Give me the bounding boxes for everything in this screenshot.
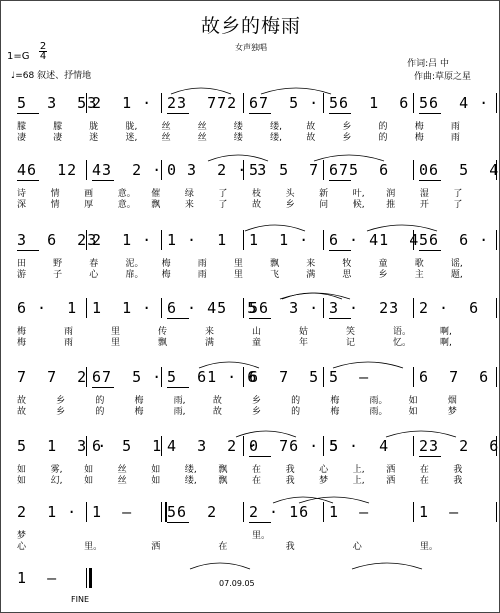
beam-underline — [167, 318, 189, 319]
key-signature: 1=G — [7, 51, 30, 62]
lyric-syllable: 心 — [319, 465, 329, 475]
lyric-syllable: 我 — [285, 542, 295, 552]
lyric-syllable: 朦 — [17, 122, 27, 132]
lyric-syllable: 丝 — [197, 133, 207, 143]
slur-arc — [199, 362, 259, 368]
beam-underline — [249, 522, 271, 523]
measure-notes: 5 · 4 — [329, 437, 390, 455]
lyric-syllable: 里 — [111, 338, 121, 348]
measure-notes: 1 1 · — [249, 231, 310, 249]
measure-notes: 56 1 6 — [329, 94, 410, 112]
lyric-syllable: 如 — [84, 476, 94, 486]
measure-notes: 56 6 · — [419, 231, 490, 249]
lyric-syllable: 飘 — [158, 338, 168, 348]
notation-row — [1, 435, 500, 457]
lyric-syllable: 在 — [252, 476, 262, 486]
lyric-syllable: 幻, — [50, 476, 63, 486]
lyric-syllable: 我 — [453, 476, 463, 486]
lyric-syllable: 歌 — [414, 259, 424, 269]
measure-notes: 5 61 · 6 — [167, 368, 258, 386]
measure-notes: 23 772 — [167, 94, 238, 112]
lyric-syllable: 如 — [17, 465, 27, 475]
notation-row — [1, 501, 500, 523]
lyric-syllable: 野 — [53, 259, 63, 269]
lyric-syllable: 游 — [17, 270, 27, 280]
lyric-syllable: 洒 — [151, 542, 161, 552]
measure-notes: 2 · 6 — [419, 299, 480, 317]
lyric-syllable: 梅 — [134, 407, 144, 417]
song-title: 故乡的梅雨 — [200, 15, 301, 37]
lyric-syllable: 飞 — [270, 270, 280, 280]
lyric-syllable: 上, — [352, 465, 365, 475]
lyric-syllable: 如 — [151, 476, 161, 486]
lyric-syllable: 朦 — [53, 122, 63, 132]
lyric-syllable: 厚 — [84, 200, 94, 210]
lyric-syllable: 我 — [285, 465, 295, 475]
lyric-syllable: 了 — [218, 189, 228, 199]
lyric-syllable: 在 — [419, 465, 429, 475]
lyric-syllable: 雨。 — [369, 396, 388, 406]
lyric-syllable: 新 — [319, 189, 329, 199]
lyric-syllable: 飘 — [218, 476, 228, 486]
lyric-syllable: 里 — [233, 259, 243, 269]
lyric-syllable: 推 — [386, 200, 396, 210]
slur-arc — [367, 225, 437, 231]
lyric-line-2 — [1, 473, 500, 485]
lyric-syllable: 故 — [306, 133, 316, 143]
lyric-syllable: 飘 — [151, 200, 161, 210]
lyric-syllable: 梅 — [17, 338, 27, 348]
beam-underline — [167, 113, 189, 114]
lyric-syllable: 叶, — [352, 189, 365, 199]
lyric-syllable: 梅 — [17, 327, 27, 337]
measure-notes: 06 5 4 — [419, 161, 500, 179]
lyric-syllable: 飘 — [270, 259, 280, 269]
lyric-syllable: 在 — [218, 542, 228, 552]
lyric-line-2 — [1, 197, 500, 209]
measure-notes: 1 · 1 — [167, 231, 228, 249]
lyric-syllable: 的 — [291, 407, 301, 417]
lyric-syllable: 梦 — [447, 407, 457, 417]
lyric-syllable: 如 — [408, 407, 418, 417]
lyric-syllable: 乡 — [56, 396, 66, 406]
beam-underline — [249, 113, 271, 114]
slur-marks — [1, 501, 500, 511]
lyric-syllable: 梦 — [319, 476, 329, 486]
lyric-syllable: 故 — [17, 407, 27, 417]
lyric-syllable: 头 — [285, 189, 295, 199]
lyric-syllable: 的 — [378, 133, 388, 143]
slur-arc — [386, 431, 456, 437]
measure-notes: 46 12 — [17, 161, 78, 179]
lyric-syllable: 笑 — [346, 327, 356, 337]
lyric-syllable: 催 — [151, 189, 161, 199]
time-signature-bottom: 4 — [39, 51, 47, 62]
measure-notes: 2 1 · — [92, 231, 153, 249]
beam-underline — [17, 250, 39, 251]
lyric-syllable: 梅 — [330, 396, 340, 406]
beam-underline — [167, 522, 189, 523]
measure-notes: 6 5 1 — [92, 437, 163, 455]
lyric-syllable: 的 — [95, 396, 105, 406]
beam-underline — [329, 180, 351, 181]
lyric-syllable: 童 — [378, 259, 388, 269]
lyric-syllable: 缕, — [184, 476, 197, 486]
slur-marks — [1, 567, 500, 577]
measure-notes: 7 7 2 — [17, 368, 88, 386]
measure-notes: 6 · 41 4 — [329, 231, 420, 249]
lyric-syllable: 心 — [352, 542, 362, 552]
lyric-syllable: 绿 — [184, 189, 194, 199]
lyric-syllable: 雨 — [64, 338, 74, 348]
beam-underline — [329, 113, 351, 114]
slur-arc — [236, 431, 296, 437]
lyric-syllable: 梅 — [330, 407, 340, 417]
lyric-syllable: 梅 — [414, 122, 424, 132]
lyric-syllable: 乡 — [342, 133, 352, 143]
beam-underline — [329, 318, 351, 319]
lyric-line-2 — [1, 335, 500, 347]
fine-marking: FINE — [71, 595, 89, 604]
lyric-syllable: 枝 — [252, 189, 262, 199]
lyric-syllable: 如 — [408, 396, 418, 406]
lyric-syllable: 乡 — [252, 407, 262, 417]
lyric-syllable: 乡 — [342, 122, 352, 132]
measure-notes: 5 5 7 — [249, 161, 320, 179]
lyric-syllable: 缕, — [270, 122, 282, 132]
lyric-syllable: 丝 — [117, 465, 127, 475]
lyric-syllable: 情 — [50, 200, 60, 210]
lyric-syllable: 了 — [453, 200, 463, 210]
measure-notes: 675 6 — [329, 161, 390, 179]
measure-notes: 56 2 — [167, 503, 218, 521]
lyric-syllable: 心 — [17, 542, 27, 552]
lyric-syllable: 润 — [386, 189, 396, 199]
lyric-syllable: 画 — [84, 189, 94, 199]
lyric-syllable: 故 — [212, 396, 222, 406]
measure-notes: 2 1 · — [92, 94, 153, 112]
lyric-syllable: 开 — [419, 200, 429, 210]
beam-underline — [419, 250, 441, 251]
lyric-syllable: 梦 — [17, 531, 27, 541]
measure-notes: 1 – — [419, 503, 460, 521]
lyric-syllable: 梅 — [134, 396, 144, 406]
lyric-syllable: 缕, — [184, 465, 197, 475]
lyric-syllable: 雨 — [450, 133, 460, 143]
lyric-syllable: 里。 — [84, 542, 103, 552]
beam-underline — [419, 456, 441, 457]
lyric-syllable: 雨。 — [369, 407, 388, 417]
slur-arc — [245, 225, 305, 231]
lyric-line-2 — [1, 267, 500, 279]
lyric-syllable: 了 — [453, 189, 463, 199]
lyric-syllable: 凄 — [53, 133, 63, 143]
lyric-syllable: 雨 — [450, 122, 460, 132]
lyric-syllable: 忆。 — [393, 338, 412, 348]
measure-notes: 67 5 · — [249, 94, 320, 112]
measure-notes: 6 · 1 — [17, 299, 78, 317]
lyric-syllable: 缕 — [233, 122, 243, 132]
lyric-syllable: 来 — [205, 327, 215, 337]
slur-arc — [352, 563, 422, 569]
lyric-syllable: 如 — [84, 465, 94, 475]
lyric-syllable: 谣, — [450, 259, 463, 269]
lyric-syllable: 主 — [414, 270, 424, 280]
lyric-syllable: 在 — [419, 476, 429, 486]
notation-row — [1, 229, 500, 251]
lyric-syllable: 乡 — [285, 200, 295, 210]
measure-notes: 1 – — [17, 569, 58, 587]
beam-underline — [419, 180, 441, 181]
lyric-syllable: 雨, — [173, 396, 186, 406]
slur-arc — [261, 88, 331, 94]
lyric-syllable: 语。 — [393, 327, 412, 337]
lyric-syllable: 洒 — [386, 465, 396, 475]
beam-underline — [249, 456, 271, 457]
lyric-line-2 — [1, 404, 500, 416]
lyric-syllable: 飘 — [218, 465, 228, 475]
lyric-syllable: 山 — [252, 327, 262, 337]
performance-type: 女声独唱 — [235, 43, 267, 52]
beam-underline — [167, 387, 189, 388]
measure-notes: 2 1 · — [17, 503, 78, 521]
lyric-syllable: 的 — [378, 122, 388, 132]
notation-row — [1, 366, 500, 388]
lyric-syllable: 梅 — [161, 270, 171, 280]
lyric-syllable: 意。 — [117, 189, 136, 199]
measure-notes: 1 – — [329, 503, 370, 521]
lyric-syllable: 胧 — [89, 122, 99, 132]
slur-arc — [171, 88, 231, 94]
slur-marks — [1, 297, 500, 307]
lyric-syllable: 的 — [95, 407, 105, 417]
lyric-syllable: 故 — [212, 407, 222, 417]
measure-notes: 3 6 23 — [17, 231, 98, 249]
slur-marks — [1, 229, 500, 239]
lyric-line-2 — [1, 130, 500, 142]
lyric-syllable: 年 — [299, 338, 309, 348]
lyric-syllable: 题, — [450, 270, 463, 280]
lyric-syllable: 泥。 — [125, 259, 144, 269]
lyric-syllable: 梅 — [414, 133, 424, 143]
composer-credit: 作曲:草原之星 — [413, 72, 471, 82]
lyric-syllable: 传 — [158, 327, 168, 337]
lyric-syllable: 里 — [233, 270, 243, 280]
lyric-syllable: 迷 — [89, 133, 99, 143]
lyric-syllable: 候, — [352, 200, 365, 210]
lyric-syllable: 问 — [319, 200, 329, 210]
lyric-syllable: 迷, — [125, 133, 138, 143]
measure-notes: 3 · 23 — [329, 299, 400, 317]
beam-underline — [92, 387, 114, 388]
measure-notes: 56 4 · — [419, 94, 490, 112]
lyric-syllable: 扉。 — [125, 270, 144, 280]
lyric-syllable: 田 — [17, 259, 27, 269]
measure-notes: 5 – — [329, 368, 370, 386]
measure-notes: 6 · 45 5 — [167, 299, 258, 317]
lyric-syllable: 如 — [151, 465, 161, 475]
slur-marks — [1, 366, 500, 376]
lyric-syllable: 故 — [17, 396, 27, 406]
lyric-syllable: 深 — [17, 200, 27, 210]
lyric-syllable: 里。 — [419, 542, 438, 552]
lyric-syllable: 丝 — [117, 476, 127, 486]
measure-notes: 1 – — [92, 503, 133, 521]
measure-notes: 5 3 53 — [17, 94, 98, 112]
lyric-syllable: 的 — [291, 396, 301, 406]
lyric-syllable: 丝 — [197, 122, 207, 132]
measure-notes: 6 7 5 — [249, 368, 320, 386]
lyric-syllable: 乡 — [378, 270, 388, 280]
time-signature-top: 2 — [39, 41, 47, 52]
measure-notes: 0 3 2 · 3 — [167, 161, 268, 179]
slur-marks — [1, 92, 500, 102]
slur-arc — [299, 497, 369, 503]
lyric-syllable: 在 — [252, 465, 262, 475]
lyric-syllable: 来 — [306, 259, 316, 269]
notation-row — [1, 92, 500, 114]
notation-row — [1, 159, 500, 181]
beam-underline — [329, 250, 351, 251]
lyric-syllable: 凄 — [17, 133, 27, 143]
notation-row — [1, 297, 500, 319]
lyric-syllable: 子 — [53, 270, 63, 280]
measure-notes: 43 2 · — [92, 161, 163, 179]
lyric-line-2 — [1, 539, 500, 551]
lyricist-credit: 作词:吕 中 — [407, 59, 449, 69]
lyric-syllable: 雾, — [50, 465, 63, 475]
lyric-syllable: 意。 — [117, 200, 136, 210]
lyric-syllable: 上, — [352, 476, 365, 486]
measure-notes: 23 2 6 — [419, 437, 500, 455]
lyric-syllable: 记 — [346, 338, 356, 348]
lyric-syllable: 里。 — [252, 531, 271, 541]
lyric-syllable: 胧, — [125, 122, 138, 132]
lyric-syllable: 湿 — [419, 189, 429, 199]
lyric-syllable: 了 — [218, 200, 228, 210]
lyric-syllable: 啊, — [440, 338, 452, 348]
lyric-syllable: 雨 — [64, 327, 74, 337]
lyric-syllable: 里 — [111, 327, 121, 337]
composition-date: 07.09.05 — [219, 579, 255, 588]
lyric-syllable: 梅 — [161, 259, 171, 269]
lyric-syllable: 我 — [453, 465, 463, 475]
measure-notes: 6 7 6 — [419, 368, 490, 386]
measure-notes: 2 · 16 — [249, 503, 310, 521]
slur-arc — [190, 563, 250, 569]
lyric-syllable: 缕 — [233, 133, 243, 143]
lyric-syllable: 牧 — [342, 259, 352, 269]
slur-arc — [314, 155, 384, 161]
lyric-syllable: 春 — [89, 259, 99, 269]
time-signature — [39, 42, 47, 61]
beam-underline — [17, 113, 39, 114]
beam-underline — [419, 113, 441, 114]
lyric-syllable: 乡 — [56, 407, 66, 417]
lyric-syllable: 思 — [342, 270, 352, 280]
measure-notes: 5 1 3 · — [17, 437, 108, 455]
lyric-syllable: 情 — [50, 189, 60, 199]
measure-notes: 56 3 · — [249, 299, 320, 317]
slur-marks — [1, 435, 500, 445]
lyric-syllable: 满 — [205, 338, 215, 348]
lyric-syllable: 丝 — [161, 133, 171, 143]
lyric-syllable: 满 — [306, 270, 316, 280]
lyric-syllable: 乡 — [252, 396, 262, 406]
lyric-syllable: 我 — [285, 476, 295, 486]
slur-marks — [1, 159, 500, 169]
lyric-syllable: 如 — [17, 476, 27, 486]
slur-arc — [333, 362, 403, 368]
slur-arc — [208, 155, 268, 161]
lyric-syllable: 诗 — [17, 189, 27, 199]
lyric-syllable: 雨 — [197, 270, 207, 280]
lyric-syllable: 雨, — [173, 407, 186, 417]
lyric-syllable: 故 — [252, 200, 262, 210]
lyric-syllable: 心 — [89, 270, 99, 280]
measure-notes: 1 1 · — [92, 299, 153, 317]
lyric-syllable: 缕, — [270, 133, 282, 143]
measure-notes: 0 76 · 5 — [249, 437, 340, 455]
beam-underline — [17, 180, 39, 181]
tempo-marking: ♩=68 叙述、抒情地 — [11, 71, 92, 81]
lyric-syllable: 啊, — [440, 327, 452, 337]
lyric-syllable: 来 — [184, 200, 194, 210]
beam-underline — [249, 318, 271, 319]
measure-notes: 4 3 2 · — [167, 437, 258, 455]
lyric-syllable: 童 — [252, 338, 262, 348]
lyric-syllable: 故 — [306, 122, 316, 132]
lyric-syllable: 雨 — [197, 259, 207, 269]
lyric-syllable: 姑 — [299, 327, 309, 337]
measure-notes: 67 5 · — [92, 368, 163, 386]
lyric-syllable: 丝 — [161, 122, 171, 132]
lyric-syllable: 洒 — [386, 476, 396, 486]
lyric-syllable: 烟 — [447, 396, 457, 406]
beam-underline — [92, 180, 114, 181]
